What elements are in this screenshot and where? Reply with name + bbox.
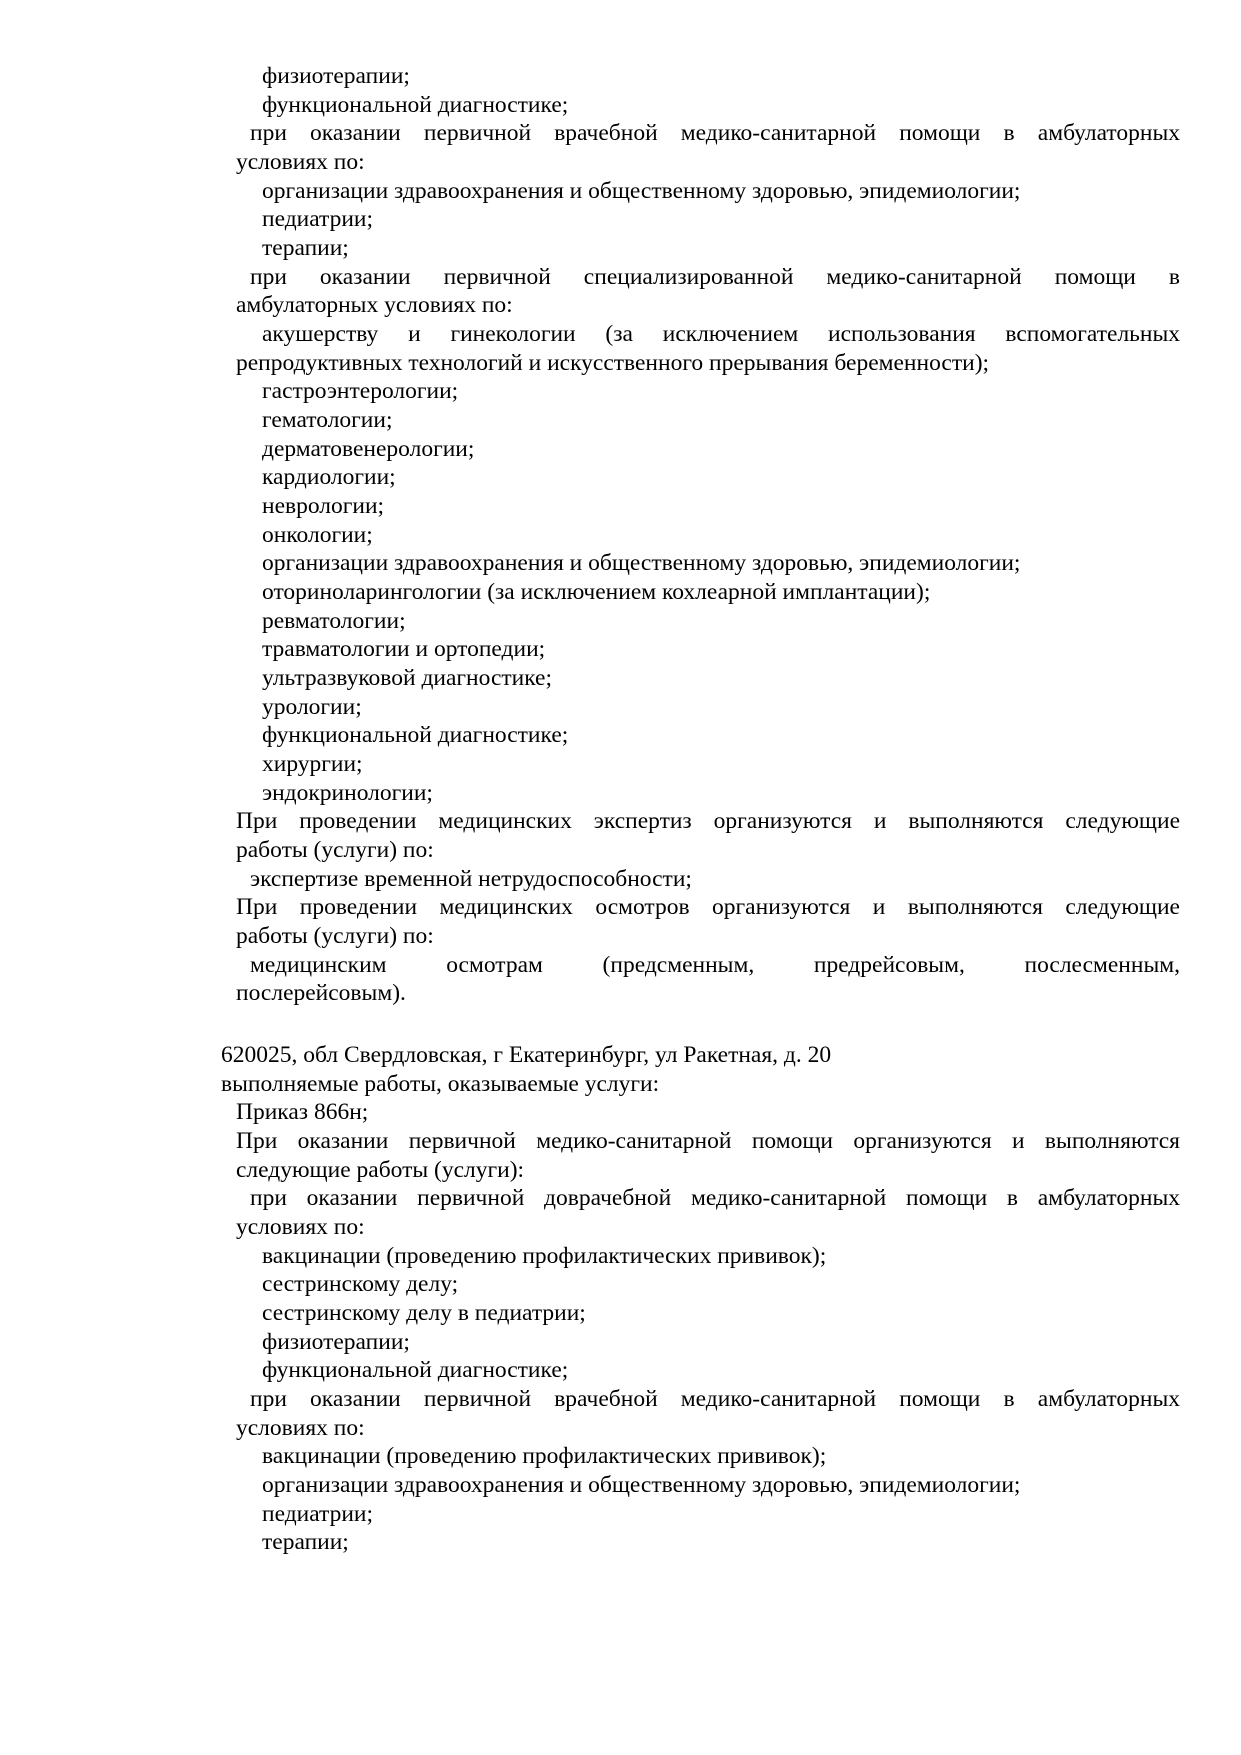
text-line: При проведении медицинских осмотров организуются и выполняются следующие: [236, 894, 1180, 921]
text-line: выполняемые работы, оказываемые услуги:: [221, 1070, 660, 1097]
text-line: репродуктивных технологий и искусственного прерывания беременности);: [236, 349, 990, 376]
text-line: вакцинации (проведению профилактических прививок);: [262, 1443, 827, 1470]
text-line: при оказании первичной врачебной медико-санитарной помощи в амбулаторных: [250, 120, 1180, 147]
text-line: Приказ 866н;: [236, 1099, 369, 1126]
text-line: ультразвуковой диагностике;: [262, 664, 553, 691]
text-line: следующие работы (услуги):: [236, 1156, 525, 1183]
text-line: хирургии;: [262, 750, 363, 777]
text-line: гематологии;: [262, 406, 393, 433]
text-line: условиях по:: [236, 1414, 365, 1441]
text-line: функциональной диагностике;: [262, 1357, 569, 1384]
text-line: условиях по:: [236, 1214, 365, 1240]
text-line: неврологии;: [262, 492, 385, 519]
text-line: физиотерапии;: [262, 1328, 410, 1355]
text-line: организации здравоохранения и общественному здоровью, эпидемиологии;: [262, 1471, 1021, 1498]
text-line: амбулаторных условиях по:: [236, 292, 513, 319]
text-line: при оказании первичной доврачебной медико-санитарной помощи в амбулаторных: [250, 1185, 1180, 1212]
address-line: 620025, обл Свердловская, г Екатеринбург, ул Ракетная, д. 20: [221, 1042, 832, 1068]
text-line: условиях по:: [236, 149, 365, 175]
text-line: гастроэнтерологии;: [262, 378, 459, 405]
text-line: ревматологии;: [262, 607, 406, 634]
text-line: оториноларингологии (за исключением кохлеарной имплантации);: [262, 578, 931, 605]
text-line: кардиологии;: [262, 464, 396, 491]
text-line: онкологии;: [262, 521, 373, 548]
text-line: вакцинации (проведению профилактических прививок);: [262, 1242, 827, 1269]
text-line: педиатрии;: [262, 1500, 374, 1527]
text-line: медицинским осмотрам (предсменным, предрейсовым, послесменным,: [250, 951, 1180, 978]
text-line: педиатрии;: [262, 206, 374, 233]
text-line: эндокринологии;: [262, 779, 433, 806]
text-line: организации здравоохранения и общественному здоровью, эпидемиологии;: [262, 177, 1021, 204]
text-line: физиотерапии;: [262, 63, 410, 89]
text-line: организации здравоохранения и общественному здоровью, эпидемиологии;: [262, 550, 1021, 577]
text-line: При оказании первичной медико-санитарной помощи организуются и выполняются: [236, 1128, 1180, 1154]
text-line: при оказании первичной врачебной медико-санитарной помощи в амбулаторных: [250, 1385, 1180, 1412]
text-line: акушерству и гинекологии (за исключением использования вспомогательных: [262, 320, 1180, 347]
text-line: экспертизе временной нетрудоспособности;: [250, 865, 692, 892]
text-line: урологии;: [262, 693, 362, 720]
text-line: работы (услуги) по:: [236, 836, 434, 863]
text-line: терапии;: [262, 1529, 349, 1556]
text-line: терапии;: [262, 235, 349, 261]
text-line: дерматовенерологии;: [262, 435, 475, 462]
text-line: при оказании первичной специализированной медико-санитарной помощи в: [250, 263, 1180, 290]
text-line: послерейсовым).: [236, 980, 406, 1007]
text-line: сестринскому делу в педиатрии;: [262, 1299, 586, 1326]
text-line: При проведении медицинских экспертиз организуются и выполняются следующие: [236, 808, 1180, 835]
text-line: работы (услуги) по:: [236, 922, 434, 949]
text-line: травматологии и ортопедии;: [262, 636, 546, 663]
text-line: сестринскому делу;: [262, 1271, 459, 1298]
text-line: функциональной диагностике;: [262, 722, 569, 749]
text-line: функциональной диагностике;: [262, 91, 569, 118]
